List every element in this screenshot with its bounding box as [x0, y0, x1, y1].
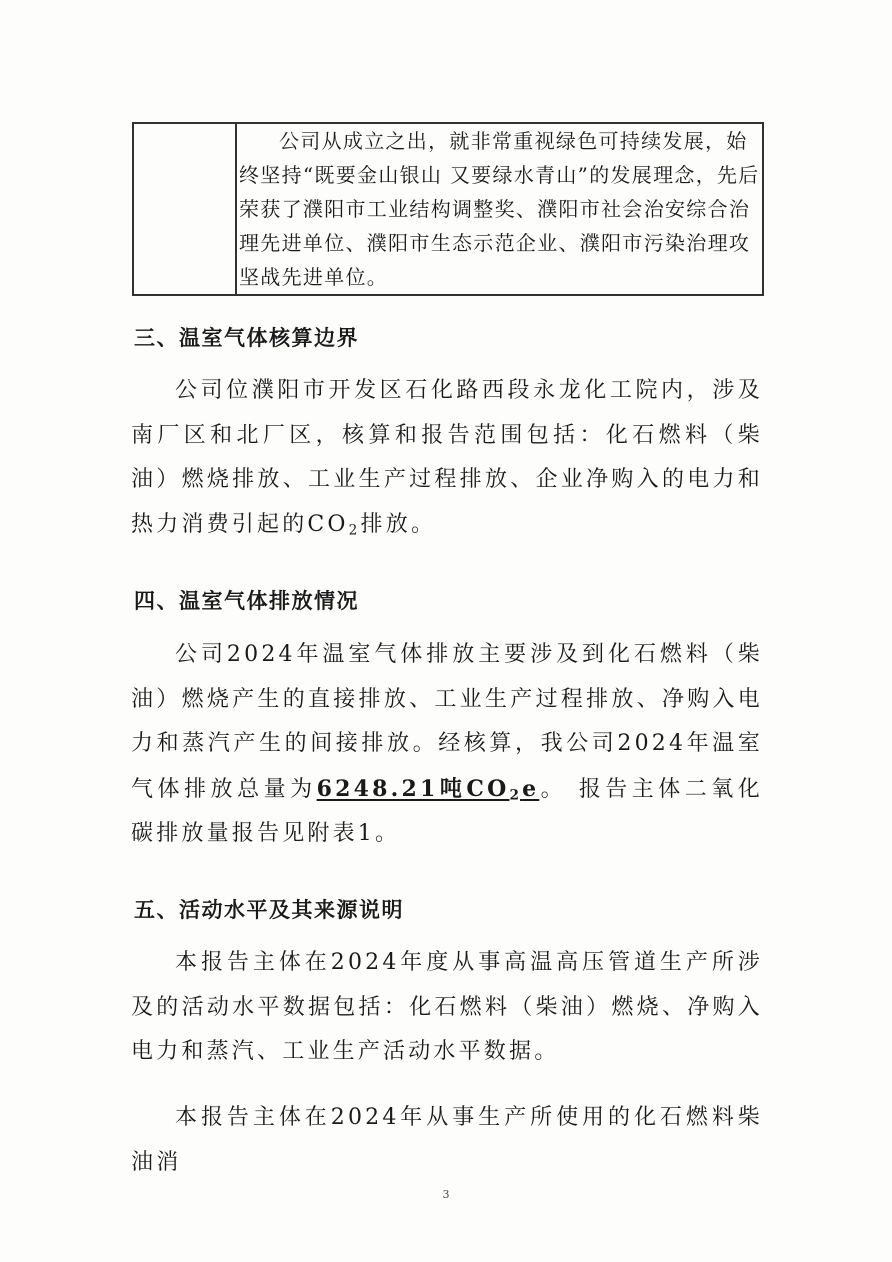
section4-paragraph: [131, 633, 763, 857]
section3-paragraph: [131, 369, 763, 547]
page-number: 3: [442, 1188, 450, 1201]
section3-text: 公司位濮阳市开发区石化路西段永龙化工院内，涉及南厂区和北厂区，核算和报告范围包括：化石燃料（柴油）燃烧排放、工业生产过程排放、企业净购入的电力和热力消费引起的CO: [131, 378, 763, 537]
section4-text: 公司2024年温室气体排放主要涉及到化石燃料（柴油）燃烧产生的直接排放、工业生产过程排放、净购入电力和蒸汽产生的间接排放。经核算，我公司2024年温室气体排放总量为: [131, 642, 763, 802]
section4-heading: 四、温室气体排放情况: [134, 589, 359, 613]
table-empty-cell: [134, 124, 237, 294]
section5-paragraph-2: 本报告主体在2024年从事生产所使用的化石燃料柴油消: [131, 1105, 763, 1175]
section5-paragraph-1: 本报告主体在2024年度从事高温高压管道生产所涉及的活动水平数据包括：化石燃料（柴油）燃烧、净购入电力和蒸汽、工业生产活动水平数据。: [131, 950, 763, 1064]
total-emission-value: 6248.21吨$CO_2e$: [316, 775, 540, 803]
section4-text-tail: 。 报告主体二氧化碳排放量报告见附表1。: [131, 776, 763, 846]
section3-heading: 三、温室气体核算边界: [134, 326, 359, 350]
co2-subscript: 2: [348, 521, 361, 538]
section5-heading: 五、活动水平及其来源说明: [134, 898, 404, 922]
section3-text-tail: 排放。: [360, 511, 437, 537]
table-text-cell: 公司从成立之出，就非常重视绿色可持续发展，始终坚持“既要金山银山 又要绿水青山”的发展理念，先后荣获了濮阳市工业结构调整奖、濮阳市社会治安综合治理先进单位、濮阳市生态示范企业、濮阳市污染治理攻坚战先进单位。: [239, 129, 760, 289]
intro-table: [132, 122, 764, 296]
